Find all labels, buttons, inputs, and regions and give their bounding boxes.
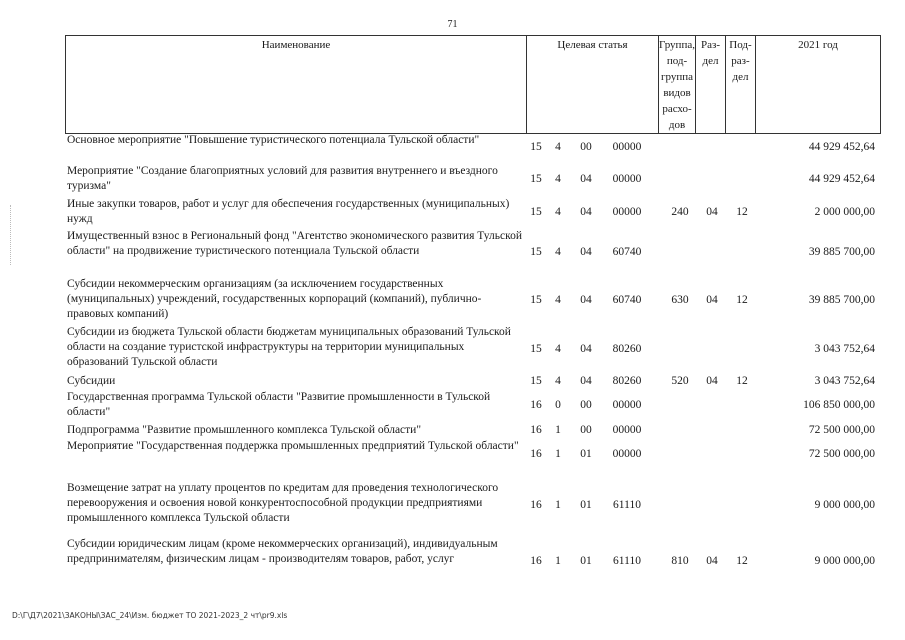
- cell-target-event: 01: [580, 448, 592, 460]
- cell-target-event: 04: [580, 343, 592, 355]
- cell-expense-group: 520: [671, 375, 689, 387]
- cell-amount: 3 043 752,64: [814, 343, 875, 355]
- table-row: [65, 164, 880, 196]
- cell-amount: 72 500 000,00: [808, 424, 875, 436]
- cell-amount: 39 885 700,00: [808, 246, 875, 258]
- cell-amount: 9 000 000,00: [814, 499, 875, 511]
- cell-section: 04: [706, 375, 718, 387]
- cell-target-direction: 60740: [612, 294, 642, 306]
- cell-target-event: 04: [580, 246, 592, 258]
- cell-expense-group: 630: [671, 294, 689, 306]
- cell-subsection: 12: [736, 375, 748, 387]
- cell-amount: 2 000 000,00: [814, 206, 875, 218]
- cell-target-direction: 00000: [612, 141, 642, 153]
- cell-target-subprogram: 4: [555, 375, 561, 387]
- row-name: Мероприятие "Создание благоприятных условий для развития внутреннего и въездного туризма": [67, 165, 498, 192]
- cell-target-program: 15: [530, 375, 542, 387]
- table-row: [65, 537, 880, 585]
- page-number: 71: [447, 19, 458, 30]
- row-name: Государственная программа Тульской области "Развитие промышленности в Тульской области": [67, 391, 491, 418]
- cell-target-subprogram: 4: [555, 173, 561, 185]
- table-row: [65, 390, 880, 422]
- cell-target-event: 00: [580, 399, 592, 411]
- cell-amount: 44 929 452,64: [808, 173, 875, 185]
- cell-subsection: 12: [736, 206, 748, 218]
- cell-target-subprogram: 1: [555, 448, 561, 460]
- cell-target-program: 15: [530, 343, 542, 355]
- header-section: Раз-дел: [696, 36, 726, 134]
- cell-amount: 106 850 000,00: [803, 399, 875, 411]
- cell-target-event: 01: [580, 499, 592, 511]
- cell-target-event: 04: [580, 206, 592, 218]
- header-group: Группа, под-группа видов расхо-дов: [659, 36, 696, 134]
- cell-target-subprogram: 1: [555, 499, 561, 511]
- cell-target-event: 00: [580, 141, 592, 153]
- cell-target-program: 16: [530, 499, 542, 511]
- cell-target-program: 15: [530, 294, 542, 306]
- cell-target-subprogram: 4: [555, 206, 561, 218]
- cell-target-direction: 80260: [612, 343, 642, 355]
- table-row: [65, 325, 880, 373]
- cell-target-program: 16: [530, 555, 542, 567]
- header-subsection: Под-раз-дел: [726, 36, 756, 134]
- table-body: [65, 0, 880, 640]
- cell-target-event: 04: [580, 173, 592, 185]
- cell-target-program: 16: [530, 399, 542, 411]
- cell-target-subprogram: 1: [555, 555, 561, 567]
- table-row: [65, 374, 880, 391]
- cell-amount: 3 043 752,64: [814, 375, 875, 387]
- cell-amount: 9 000 000,00: [814, 555, 875, 567]
- row-name: Иные закупки товаров, работ и услуг для обеспечения государственных (муниципальных) нужд: [67, 198, 510, 225]
- cell-target-event: 00: [580, 424, 592, 436]
- cell-target-program: 16: [530, 448, 542, 460]
- cell-target-subprogram: 4: [555, 246, 561, 258]
- cell-section: 04: [706, 294, 718, 306]
- cell-target-event: 01: [580, 555, 592, 567]
- cell-target-program: 15: [530, 173, 542, 185]
- row-name: Субсидии некоммерческим организациям (за исключением государственных (муниципальных) учреждений, государственных корпораций (компаний), публично-правовых компаний): [67, 278, 482, 320]
- cell-target-event: 04: [580, 294, 592, 306]
- cell-target-program: 16: [530, 424, 542, 436]
- cell-amount: 72 500 000,00: [808, 448, 875, 460]
- row-name: Субсидии из бюджета Тульской области бюджетам муниципальных образований Тульской области на создание туристской инфраструктуры на территории муниципальных образований Тульской области: [67, 326, 511, 368]
- header-year: 2021 год: [756, 36, 881, 134]
- table-row: [65, 481, 880, 529]
- row-name: Мероприятие "Государственная поддержка промышленных предприятий Тульской области": [67, 440, 519, 452]
- cell-target-program: 15: [530, 141, 542, 153]
- row-name: Возмещение затрат на уплату процентов по кредитам для проведения технологического перевооружения и освоения новой конкурентоспособной продукции предприятиями промышленного комплекса Тульской области: [67, 482, 499, 524]
- cell-subsection: 12: [736, 294, 748, 306]
- table-row: [65, 423, 880, 440]
- cell-target-direction: 60740: [612, 246, 642, 258]
- cell-target-program: 15: [530, 206, 542, 218]
- header-name: Наименование: [66, 36, 527, 134]
- file-path-footer: D:\Г\Д7\2021\ЗАКОНЫ\ЗАС_24\Изм. бюджет ТО 2021-2023_2 чт\pr9.xls: [12, 611, 288, 620]
- cell-subsection: 12: [736, 555, 748, 567]
- cell-target-subprogram: 4: [555, 343, 561, 355]
- row-name: Субсидии юридическим лицам (кроме некоммерческих организаций), индивидуальным предпринимателям, физическим лицам - производителям товаров, работ, услуг: [67, 538, 498, 565]
- cell-target-direction: 00000: [612, 399, 642, 411]
- row-name: Подпрограмма "Развитие промышленного комплекса Тульской области": [67, 424, 422, 436]
- cell-expense-group: 240: [671, 206, 689, 218]
- cell-amount: 39 885 700,00: [808, 294, 875, 306]
- row-name: Имущественный взнос в Региональный фонд "Агентство экономического развития Тульской области" на продвижение туристического потенциала Тульской области: [67, 230, 522, 257]
- cell-target-event: 04: [580, 375, 592, 387]
- cell-target-direction: 00000: [612, 424, 642, 436]
- header-target: Целевая статья: [527, 36, 659, 134]
- cell-target-direction: 80260: [612, 375, 642, 387]
- cell-section: 04: [706, 555, 718, 567]
- table-row: [65, 439, 880, 473]
- cell-target-direction: 00000: [612, 448, 642, 460]
- row-name: Основное мероприятие "Повышение туристического потенциала Тульской области": [67, 134, 480, 146]
- cell-target-subprogram: 0: [555, 399, 561, 411]
- cell-target-subprogram: 4: [555, 294, 561, 306]
- cell-target-direction: 61110: [613, 555, 641, 567]
- table-row: [65, 133, 880, 165]
- cell-target-direction: 61110: [613, 499, 641, 511]
- row-name: Субсидии: [67, 375, 116, 387]
- table-row: [65, 197, 880, 229]
- table-row: [65, 229, 880, 277]
- cell-section: 04: [706, 206, 718, 218]
- cell-expense-group: 810: [671, 555, 689, 567]
- cell-target-program: 15: [530, 246, 542, 258]
- cell-target-direction: 00000: [612, 173, 642, 185]
- table-row: [65, 277, 880, 325]
- scan-margin-mark: [10, 205, 13, 265]
- cell-target-direction: 00000: [612, 206, 642, 218]
- cell-target-subprogram: 1: [555, 424, 561, 436]
- cell-amount: 44 929 452,64: [808, 141, 875, 153]
- cell-target-subprogram: 4: [555, 141, 561, 153]
